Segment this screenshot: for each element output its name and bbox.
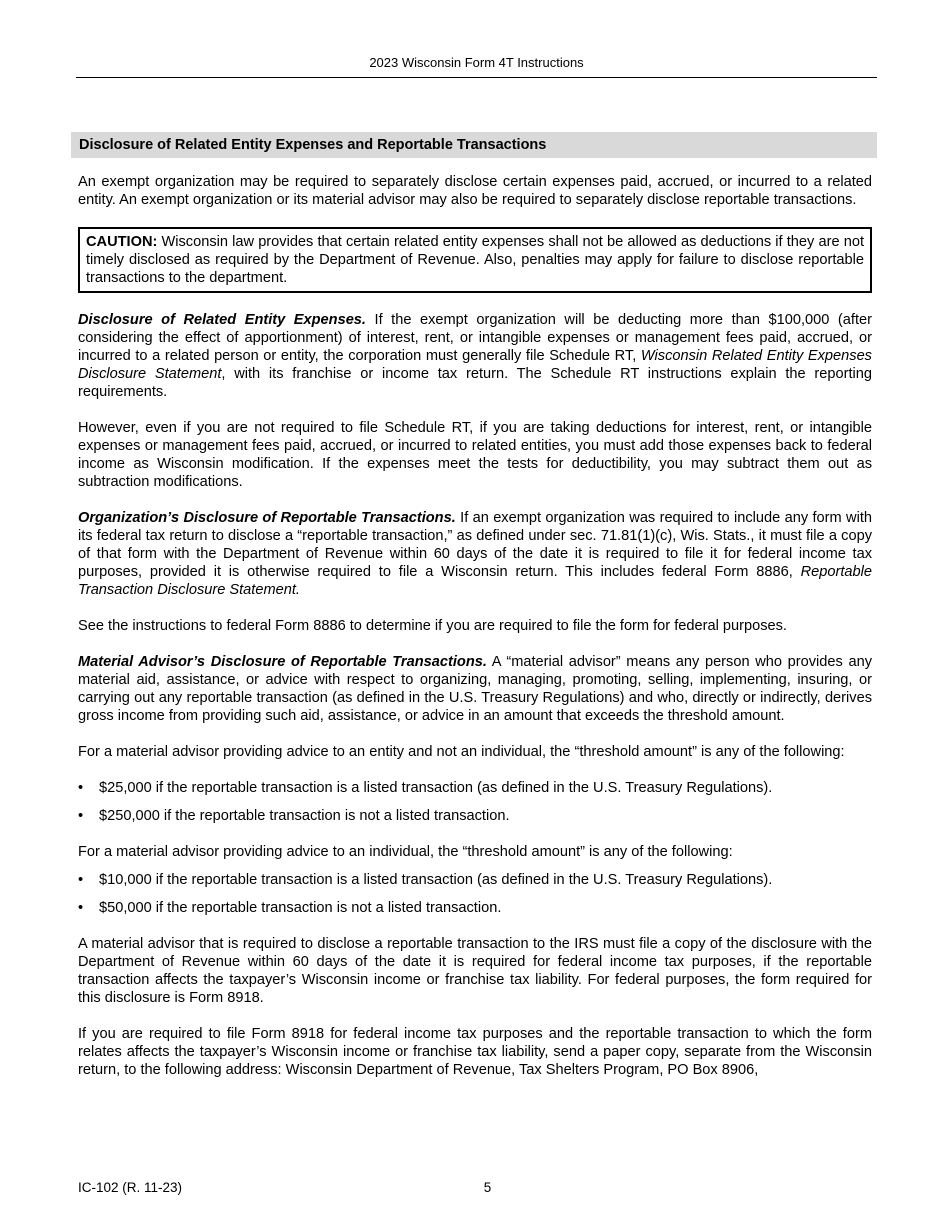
advisor-disclosure-heading: Material Advisor’s Disclosure of Reportable Transactions. (78, 654, 487, 670)
see-instructions-paragraph: See the instructions to federal Form 8886 to determine if you are required to file the form for federal purposes. (78, 618, 787, 634)
caution-label: CAUTION: (86, 234, 158, 250)
footer-form-id: IC-102 (R. 11-23) (78, 1180, 183, 1195)
list-item: • $50,000 if the reportable transaction is not a listed transaction. (78, 899, 872, 917)
entity-threshold-intro: For a material advisor providing advice to an entity and not an individual, the “threshold amount” is any of the following: (78, 744, 845, 760)
page-number: 5 (483, 1180, 492, 1195)
advisor-disclosure-text: A “material advisor” means any person who provides any material aid, assistance, or advice with respect to organizing, managing, promoting, selling, implementing, insuring, or carrying out any reportable transaction (as defined in the U.S. Treasury Regulations) and who, directly or indirectly, derives gross income from providing such aid, assistance, or advice in an amount that exceeds the threshold amount. (78, 654, 872, 724)
page-header: 2023 Wisconsin Form 4T Instructions (76, 55, 877, 78)
org-disclosure-text: If an exempt organization was required to include any form with its federal tax return to disclose a “reportable transaction,” as defined under sec. 71.81(1)(c), Wis. Stats., it must file a copy of that form with the Department of Revenue within 60 days of the date it is required to file it for federal income tax purposes, provided it is otherwise required to file a Wisconsin return. This includes federal Form 8886, (78, 510, 872, 580)
related-expenses-text-2: , with its franchise or income tax return. The Schedule RT instructions explain the reporting requirements. (78, 366, 873, 400)
list-item: • $25,000 if the reportable transaction is a listed transaction (as defined in the U.S. Treasury Regulations). (78, 779, 872, 797)
list-item: • $10,000 if the reportable transaction is a listed transaction (as defined in the U.S. Treasury Regulations). (78, 871, 872, 889)
org-disclosure-heading: Organization’s Disclosure of Reportable Transactions. (78, 510, 456, 526)
schedule-rt-title: Wisconsin Related Entity Expenses Disclosure Statement (78, 348, 872, 382)
individual-threshold-list (78, 871, 872, 917)
irs-disclosure-paragraph: A material advisor that is required to disclose a reportable transaction to the IRS must file a copy of the disclosure with the Department of Revenue within 60 days of the date it is required for federal income tax purposes, if the reportable transaction affects the taxpayer’s Wisconsin income or franchise tax liability. For federal purposes, the form required for this disclosure is Form 8918. (78, 936, 872, 1006)
caution-box (78, 227, 872, 293)
document-body (78, 173, 872, 1097)
caution-text: Wisconsin law provides that certain related entity expenses shall not be allowed as deductions if they are not timely disclosed as required by the Department of Revenue. Also, penalties may apply for failure to disclose reportable transactions to the department. (86, 234, 864, 286)
advisor-disclosure-paragraph (78, 653, 872, 725)
entity-threshold-list (78, 779, 872, 825)
related-expenses-text-1: If the exempt organization will be deducting more than $100,000 (after considering the effect of apportionment) of interest, rent, or intangible expenses or management fees paid, accrued, or incurred to a related person or entity, the corporation must generally file Schedule RT, (78, 312, 872, 364)
individual-threshold-intro: For a material advisor providing advice to an individual, the “threshold amount” is any of the following: (78, 844, 733, 860)
org-disclosure-paragraph (78, 509, 872, 599)
related-expenses-paragraph (78, 311, 872, 401)
list-item: • $250,000 if the reportable transaction is not a listed transaction. (78, 807, 872, 825)
intro-paragraph: An exempt organization may be required to separately disclose certain expenses paid, accrued, or incurred to a related entity. An exempt organization or its material advisor may also be required to separately disclose reportable transactions. (78, 174, 872, 208)
section-heading: Disclosure of Related Entity Expenses and Reportable Transactions (71, 132, 877, 158)
related-expenses-heading: Disclosure of Related Entity Expenses. (78, 312, 366, 328)
form-8886-title: Reportable Transaction Disclosure Statement. (78, 564, 872, 598)
however-paragraph: However, even if you are not required to file Schedule RT, if you are taking deductions for interest, rent, or intangible expenses or management fees paid, accrued, or incurred to related entities, you must add those expenses back to federal income as Wisconsin modification. If the expenses meet the tests for deductibility, you may subtract them out as subtraction modifications. (78, 420, 872, 490)
form-8918-paragraph: If you are required to file Form 8918 for federal income tax purposes and the reportable transaction to which the form relates affects the taxpayer’s Wisconsin income or franchise tax liability, send a paper copy, separate from the Wisconsin return, to the following address: Wisconsin Department of Revenue, Tax Shelters Program, PO Box 8906, (78, 1026, 872, 1078)
